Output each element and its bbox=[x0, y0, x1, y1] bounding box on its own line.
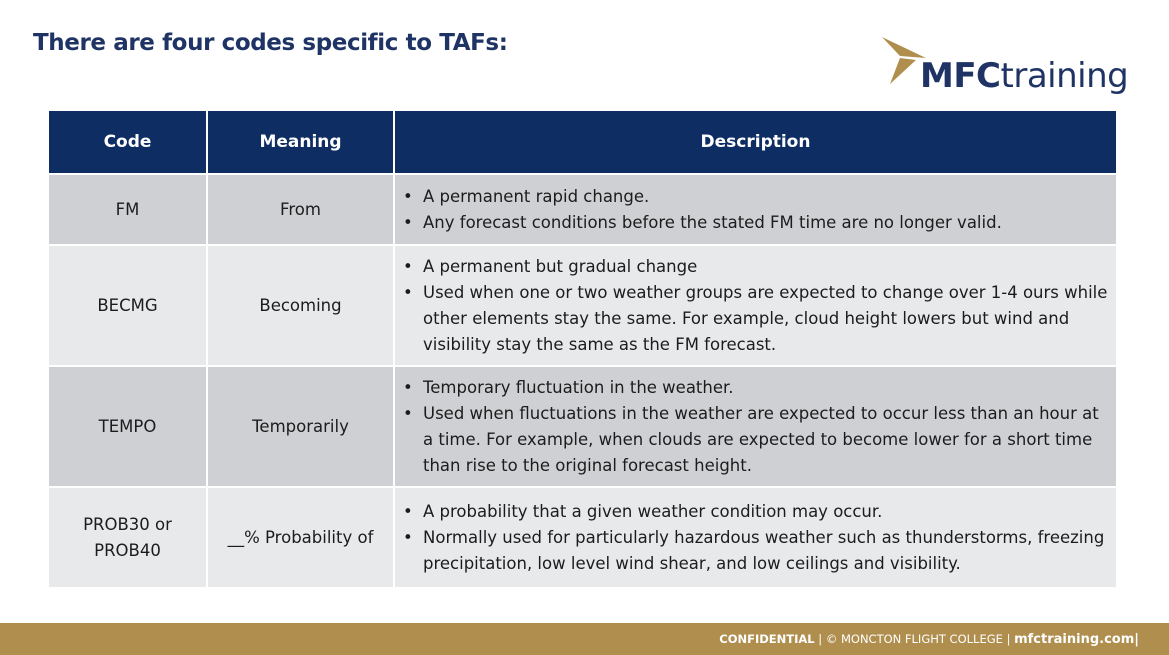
header-meaning: Meaning bbox=[207, 111, 394, 174]
meaning-cell: Temporarily bbox=[207, 366, 394, 487]
footer-bar bbox=[0, 623, 1169, 655]
header-code: Code bbox=[49, 111, 207, 174]
footer-separator: | bbox=[1134, 632, 1139, 647]
description-bullet: • Any forecast conditions before the stated FM time are no longer valid. bbox=[423, 210, 1108, 236]
logo-wordmark bbox=[920, 56, 1128, 96]
description-bullet: • A permanent but gradual change bbox=[423, 254, 1108, 280]
code-cell: FM bbox=[49, 174, 207, 245]
table-row-fm bbox=[49, 174, 1116, 245]
footer-separator: | bbox=[1006, 632, 1011, 646]
code-cell: BECMG bbox=[49, 245, 207, 366]
footer-confidential: CONFIDENTIAL bbox=[719, 632, 815, 646]
description-list bbox=[401, 254, 1108, 358]
table-row-becmg bbox=[49, 245, 1116, 366]
footer-website-link[interactable]: mfctraining.com bbox=[1014, 632, 1135, 647]
table-row-tempo bbox=[49, 366, 1116, 487]
footer-copyright: © MONCTON FLIGHT COLLEGE bbox=[825, 632, 1003, 646]
logo-light-text: training bbox=[1000, 56, 1129, 96]
description-bullet: • Temporary fluctuation in the weather. bbox=[423, 375, 1108, 401]
description-list bbox=[401, 184, 1108, 236]
description-bullet: • Used when fluctuations in the weather are expected to occur less than an hour at a time. For example, when clouds are expected to become lower for a short time than rise to the original forecast height. bbox=[423, 401, 1108, 479]
header-description: Description bbox=[394, 111, 1116, 174]
meaning-cell: __% Probability of bbox=[207, 487, 394, 588]
meaning-cell: From bbox=[207, 174, 394, 245]
mfc-training-logo bbox=[880, 36, 1129, 98]
meaning-cell: Becoming bbox=[207, 245, 394, 366]
description-bullet: • A permanent rapid change. bbox=[423, 184, 1108, 210]
description-bullet: • Used when one or two weather groups are expected to change over 1-4 ours while other elements stay the same. For example, cloud height lowers but wind and visibility stay the same as the FM forecast. bbox=[423, 280, 1108, 358]
description-cell bbox=[394, 174, 1116, 245]
description-bullet: • A probability that a given weather condition may occur. bbox=[423, 499, 1108, 525]
description-cell bbox=[394, 245, 1116, 366]
footer-text bbox=[719, 632, 1139, 647]
description-cell bbox=[394, 487, 1116, 588]
page-title: There are four codes specific to TAFs: bbox=[33, 30, 508, 56]
footer-separator: | bbox=[818, 632, 823, 646]
logo-strong-text: MFC bbox=[920, 56, 1001, 96]
description-list bbox=[401, 499, 1108, 577]
description-bullet: • Normally used for particularly hazardous weather such as thunderstorms, freezing precipitation, low level wind shear, and low ceilings and visibility. bbox=[423, 525, 1108, 577]
table-row-prob bbox=[49, 487, 1116, 588]
code-cell: PROB30 or PROB40 bbox=[49, 487, 207, 588]
taf-codes-table bbox=[49, 111, 1116, 589]
description-list bbox=[401, 375, 1108, 479]
code-cell: TEMPO bbox=[49, 366, 207, 487]
description-cell bbox=[394, 366, 1116, 487]
table-header-row bbox=[49, 111, 1116, 174]
